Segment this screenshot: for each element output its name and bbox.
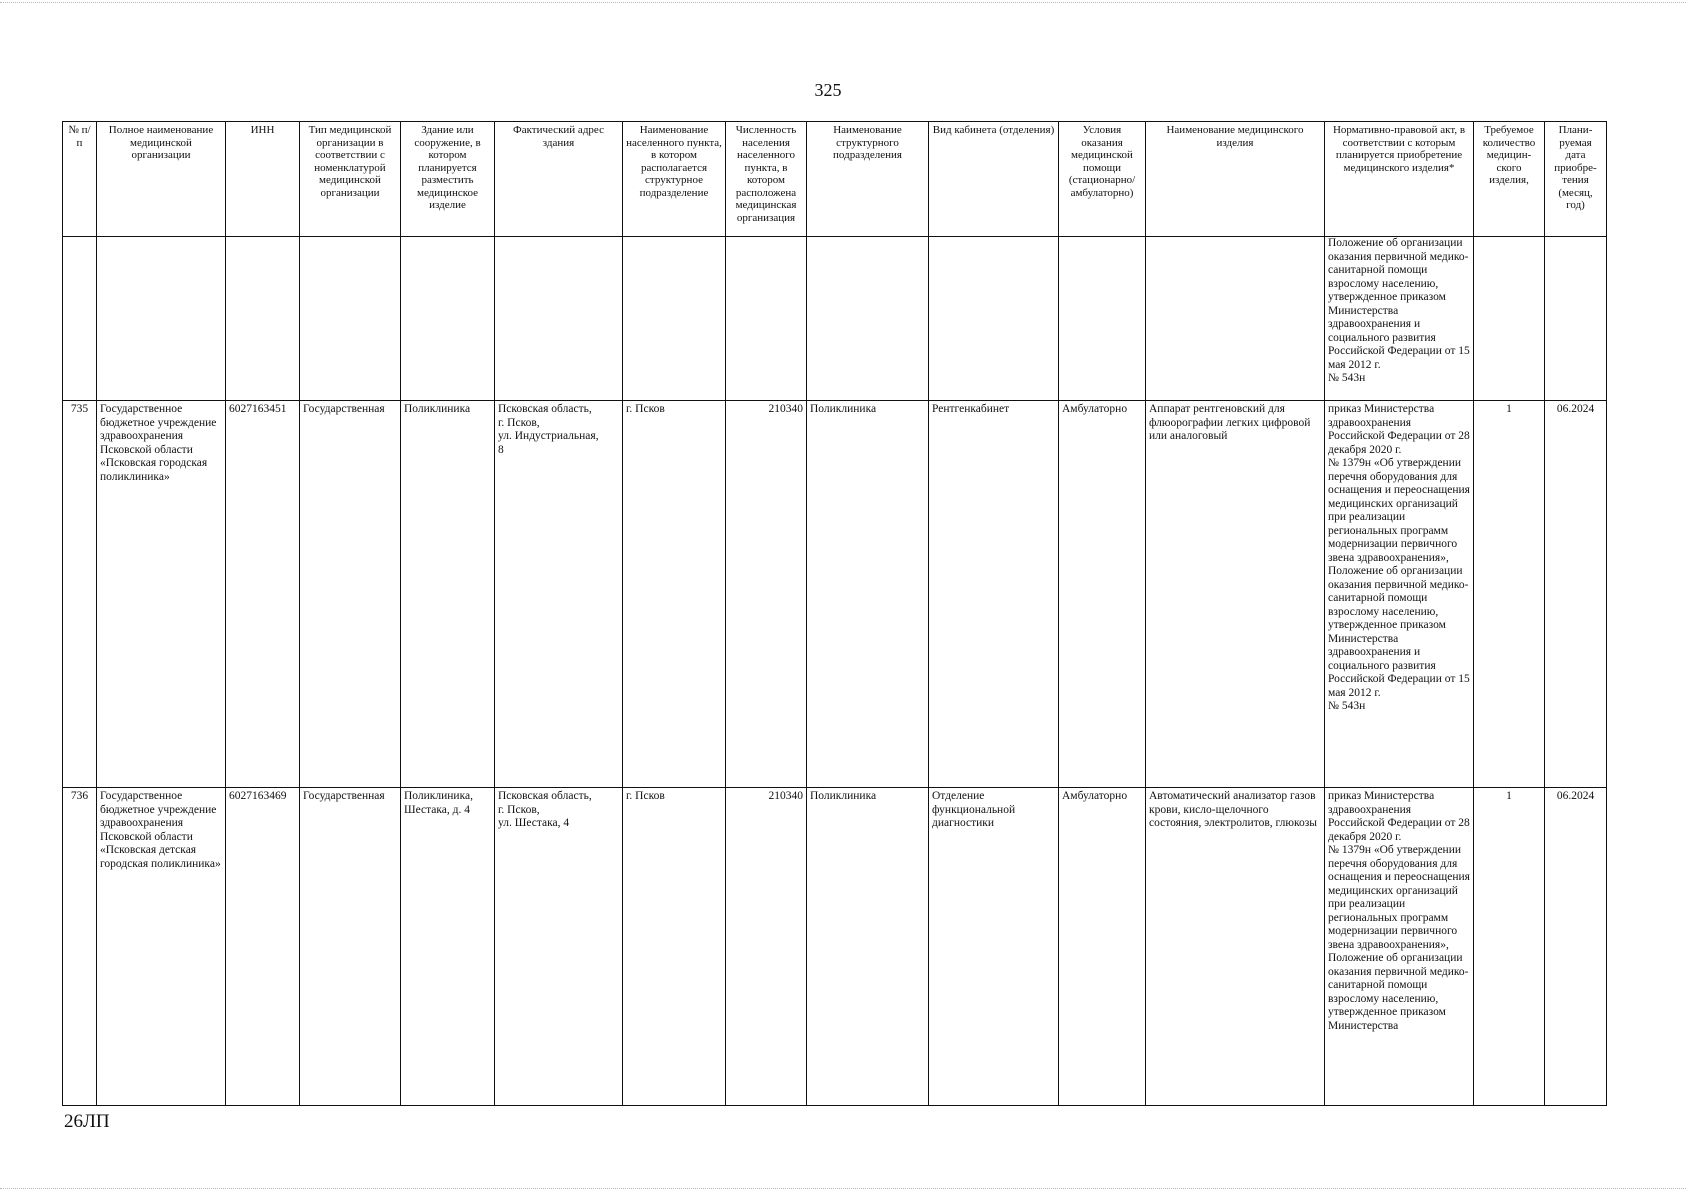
cell-act: приказ Министерства здравоохранения Российской Федерации от 28 декабря 2020 г. № 1379н «Об утверждении перечня оборудования для оснащения и переоснащения медицинских организаций при реализации региональных программ модернизации первичного звена здравоохранения», Положение об организации оказания первичной медико-санитарной помощи взрослому населению, утвержденное приказом Министерства — [1325, 788, 1474, 1106]
col-header-device: Наименование медицинского изделия — [1146, 122, 1325, 237]
col-header-building: Здание или сооружение, в котором планируется разместить медицинское изделие — [401, 122, 495, 237]
cell-type: Государственная — [300, 401, 401, 788]
cell-empty — [623, 237, 726, 401]
cell-conditions: Амбулаторно — [1059, 788, 1146, 1106]
cell-empty — [226, 237, 300, 401]
cell-empty — [97, 237, 226, 401]
col-header-cabinet: Вид кабинета (отделения) — [929, 122, 1059, 237]
cell-empty — [1059, 237, 1146, 401]
cell-act: Положение об организации оказания первичной медико-санитарной помощи взрослому населению, утвержденное приказом Министерства здравоохранения и социального развития Российской Федерации от 15 мая 2012 г. № 543н — [1325, 237, 1474, 401]
col-header-org: Полное наименование медицинской организации — [97, 122, 226, 237]
cell-empty — [807, 237, 929, 401]
scan-edge-top — [0, 2, 1686, 6]
cell-quantity: 1 — [1474, 788, 1545, 1106]
cell-inn: 6027163469 — [226, 788, 300, 1106]
cell-quantity: 1 — [1474, 401, 1545, 788]
cell-population: 210340 — [726, 788, 807, 1106]
cell-cabinet: Рентгенкабинет — [929, 401, 1059, 788]
equipment-register-table — [62, 121, 1607, 1106]
cell-empty — [300, 237, 401, 401]
table-row — [63, 788, 1607, 1106]
cell-device: Автоматический анализатор газов крови, кисло-щелочного состояния, электролитов, глюкозы — [1146, 788, 1325, 1106]
cell-empty — [1545, 237, 1607, 401]
cell-inn: 6027163451 — [226, 401, 300, 788]
table-row — [63, 401, 1607, 788]
scan-edge-bottom — [0, 1188, 1686, 1192]
cell-act: приказ Министерства здравоохранения Российской Федерации от 28 декабря 2020 г. № 1379н «Об утверждении перечня оборудования для оснащения и переоснащения медицинских организаций при реализации региональных программ модернизации первичного звена здравоохранения», Положение об организации оказания первичной медико-санитарной помощи взрослому населению, утвержденное приказом Министерства здравоохранения и социального развития Российской Федерации от 15 мая 2012 г. № 543н — [1325, 401, 1474, 788]
col-header-population: Численность населения населенного пункта, в котором расположена медицинская организация — [726, 122, 807, 237]
cell-locality: г. Псков — [623, 401, 726, 788]
cell-locality: г. Псков — [623, 788, 726, 1106]
cell-empty — [495, 237, 623, 401]
cell-empty — [63, 237, 97, 401]
cell-conditions: Амбулаторно — [1059, 401, 1146, 788]
cell-num: 736 — [63, 788, 97, 1106]
cell-org: Государственное бюджетное учреждение здравоохранения Псковской области «Псковская детская городская поликлиника» — [97, 788, 226, 1106]
cell-address: Псковская область, г. Псков, ул. Индустриальная, 8 — [495, 401, 623, 788]
cell-empty — [726, 237, 807, 401]
cell-population: 210340 — [726, 401, 807, 788]
cell-cabinet: Отделение функциональной диагностики — [929, 788, 1059, 1106]
col-header-address: Фактический адрес здания — [495, 122, 623, 237]
cell-empty — [1474, 237, 1545, 401]
footer-code: 26ЛП — [64, 1111, 110, 1132]
cell-date: 06.2024 — [1545, 401, 1607, 788]
cell-building: Поликлиника — [401, 401, 495, 788]
cell-date: 06.2024 — [1545, 788, 1607, 1106]
col-header-num: № п/п — [63, 122, 97, 237]
cell-unit: Поликлиника — [807, 401, 929, 788]
cell-building: Поликлиника, Шестака, д. 4 — [401, 788, 495, 1106]
cell-address: Псковская область, г. Псков, ул. Шестака, 4 — [495, 788, 623, 1106]
cell-device: Аппарат рентгеновский для флюорографии легких цифровой или аналоговый — [1146, 401, 1325, 788]
cell-empty — [1146, 237, 1325, 401]
col-header-inn: ИНН — [226, 122, 300, 237]
col-header-conditions: Условия оказания медицинской помощи (стационарно/ амбулаторно) — [1059, 122, 1146, 237]
cell-type: Государственная — [300, 788, 401, 1106]
table-row-continuation — [63, 237, 1607, 401]
col-header-date: Плани-руемая дата приобре-тения (месяц, год) — [1545, 122, 1607, 237]
col-header-act: Нормативно-правовой акт, в соответствии с которым планируется приобретение медицинского изделия* — [1325, 122, 1474, 237]
cell-empty — [929, 237, 1059, 401]
table-header-row — [63, 122, 1607, 237]
col-header-type: Тип медицинской организации в соответствии с номенклатурой медицинской организации — [300, 122, 401, 237]
cell-empty — [401, 237, 495, 401]
page-number: 325 — [814, 80, 842, 100]
cell-org: Государственное бюджетное учреждение здравоохранения Псковской области «Псковская городская поликлиника» — [97, 401, 226, 788]
cell-unit: Поликлиника — [807, 788, 929, 1106]
cell-num: 735 — [63, 401, 97, 788]
col-header-unit: Наименование структурного подразделения — [807, 122, 929, 237]
col-header-quantity: Требуемое количество медицин-ского изделия, — [1474, 122, 1545, 237]
col-header-locality: Наименование населенного пункта, в котором располагается структурное подразделение — [623, 122, 726, 237]
